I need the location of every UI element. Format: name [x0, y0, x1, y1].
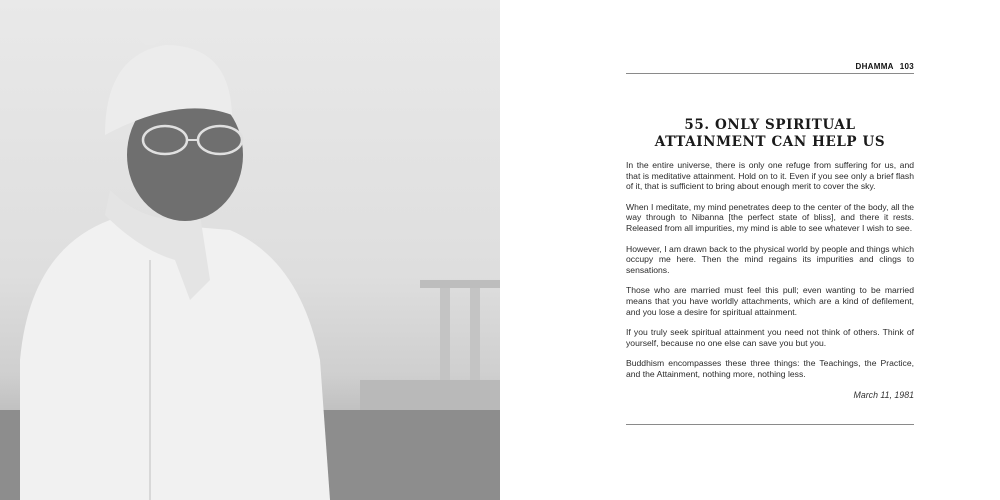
paragraph: Those who are married must feel this pull; even wanting to be married means that you have worldly attachments, which are a kind of defilement, and you lose a desire for spiritual attainment.	[626, 285, 914, 317]
background-wall	[360, 380, 500, 410]
title-line: ATTAINMENT CAN HELP US	[654, 134, 886, 150]
hat-pompom	[137, 19, 163, 45]
running-head	[626, 62, 914, 71]
paragraph: In the entire universe, there is only one refuge from suffering for us, and that is meditative attainment. Hold on to it. Even if you see only a brief flash of it, that is sufficient to bring about enough merit to cover the sky.	[626, 160, 914, 192]
date-line: March 11, 1981	[853, 389, 914, 400]
white-coat	[20, 220, 330, 500]
body-text	[626, 160, 914, 400]
header-rule	[626, 73, 914, 74]
section-name: DHAMMA	[855, 62, 894, 71]
background-pillar	[440, 288, 450, 388]
page-number: 103	[899, 62, 914, 71]
background-pillar	[470, 288, 480, 388]
paragraph: Buddhism encompasses these three things: the Teachings, the Practice, and the Attainment, nothing more, nothing less.	[626, 358, 914, 379]
paragraph: If you truly seek spiritual attainment you need not think of others. Think of yourself, because no one else can save you but you.	[626, 327, 914, 348]
chapter-title	[626, 117, 914, 151]
background-roof	[420, 280, 500, 288]
paragraph: However, I am drawn back to the physical world by people and things which occupy me here. Then the mind regains its impurities and clings to sensations.	[626, 243, 914, 275]
paragraph: When I meditate, my mind penetrates deep to the center of the body, all the way through to Nibanna [the perfect state of bliss], and there it rests. Released from all impurities, my mind is able to see whatever I wish to see.	[626, 201, 914, 233]
text-page	[500, 0, 1000, 500]
footer-rule	[626, 424, 914, 425]
title-line: 55. ONLY SPIRITUAL	[684, 117, 856, 133]
